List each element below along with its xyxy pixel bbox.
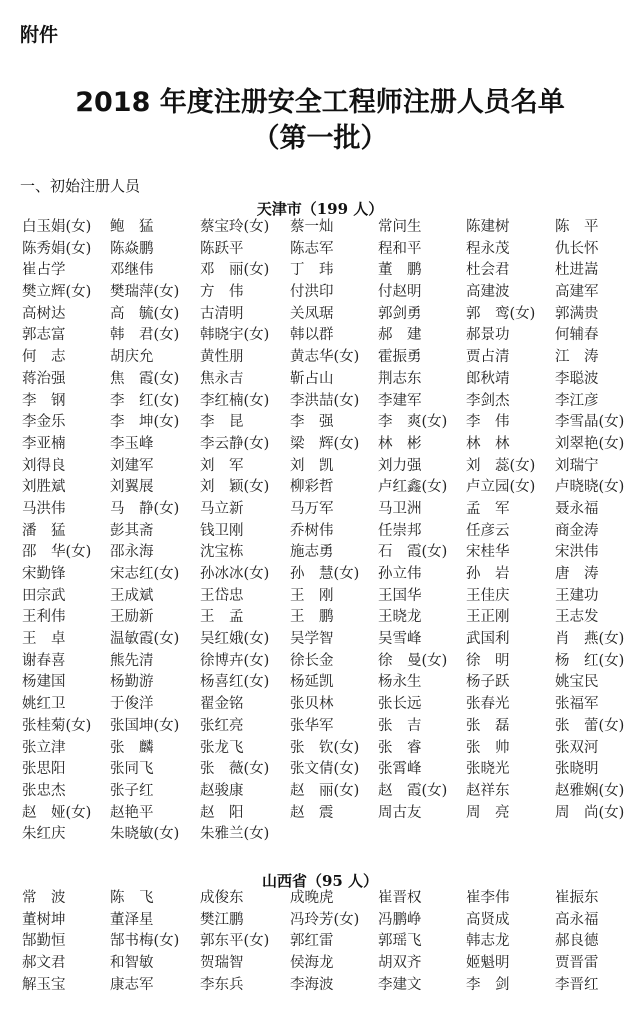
region-heading-shanxi: 山西省（95 人）	[261, 872, 379, 890]
person-name: 韩晓宇(女)	[200, 327, 270, 344]
person-name: 郭瑶飞	[378, 933, 422, 950]
person-name: 陈秀娟(女)	[22, 240, 92, 257]
person-name: 贺瑞智	[200, 955, 244, 972]
person-name: 赵雅娴(女)	[555, 782, 625, 799]
person-name: 陈焱鹏	[110, 240, 154, 257]
person-name: 贾晋雷	[555, 955, 599, 972]
person-name: 宋洪伟	[555, 544, 599, 561]
person-name: 胡庆允	[110, 349, 154, 366]
table-row	[0, 910, 640, 932]
person-name: 张忠杰	[22, 782, 66, 799]
person-name: 杨建国	[22, 674, 66, 691]
person-name: 姚红卫	[22, 696, 66, 713]
person-name: 邓 丽(女)	[200, 262, 270, 279]
person-name: 于俊洋	[110, 696, 154, 713]
person-name: 施志勇	[290, 544, 334, 561]
table-row	[0, 434, 640, 456]
person-name: 王岱忠	[200, 587, 244, 604]
table-row	[0, 586, 640, 608]
person-name: 张晓光	[466, 761, 510, 778]
person-name: 李海波	[290, 976, 334, 993]
person-name: 李建文	[378, 976, 422, 993]
person-name: 张子红	[110, 782, 154, 799]
person-name: 和智敏	[110, 955, 154, 972]
person-name: 常 波	[22, 890, 66, 906]
person-name: 邵永海	[110, 544, 154, 561]
person-name: 韩 君(女)	[110, 327, 180, 344]
person-name: 马立新	[200, 500, 244, 517]
person-name: 张立津	[22, 739, 66, 756]
person-name: 王建功	[555, 587, 599, 604]
person-name: 侯海龙	[290, 955, 334, 972]
table-row	[0, 803, 640, 825]
person-name: 郭满贵	[555, 305, 599, 322]
person-name: 石 霞(女)	[378, 544, 448, 561]
person-name: 李 红(女)	[110, 392, 180, 409]
person-name: 杨勤游	[110, 674, 154, 691]
person-name: 张文倩(女)	[290, 761, 360, 778]
person-name: 任彦云	[466, 522, 510, 539]
person-name: 田宗武	[22, 587, 66, 604]
attachment-label: 附件	[20, 24, 59, 46]
person-name: 李 强	[290, 414, 334, 431]
person-name: 马万军	[290, 500, 334, 517]
document-title: 2018 年度注册安全工程师注册人员名单	[75, 87, 565, 118]
person-name: 张 帅	[466, 739, 510, 756]
person-name: 郜勤恒	[22, 933, 66, 950]
table-row	[0, 260, 640, 282]
person-name: 李红楠(女)	[200, 392, 270, 409]
table-row	[0, 521, 640, 543]
person-name: 马 静(女)	[110, 500, 180, 517]
person-name: 姚宝民	[555, 674, 599, 691]
table-row	[0, 391, 640, 413]
name-table-shanxi	[0, 888, 640, 996]
person-name: 董 鹏	[378, 262, 422, 279]
person-name: 郝文君	[22, 955, 66, 972]
person-name: 蔡宝玲(女)	[200, 219, 270, 235]
person-name: 董泽星	[110, 911, 154, 928]
person-name: 刘 军	[200, 457, 244, 474]
person-name: 王晓龙	[378, 609, 422, 626]
person-name: 陈 飞	[110, 890, 154, 906]
person-name: 王成斌	[110, 587, 154, 604]
person-name: 李剑杰	[466, 392, 510, 409]
person-name: 付赵明	[378, 284, 422, 301]
person-name: 陈跃平	[200, 240, 244, 257]
person-name: 关凤琚	[290, 305, 334, 322]
person-name: 赵 丽(女)	[290, 782, 360, 799]
person-name: 张 麟	[110, 739, 154, 756]
person-name: 温敏霞(女)	[110, 631, 180, 648]
person-name: 李 爽(女)	[378, 414, 448, 431]
person-name: 崔晋权	[378, 890, 422, 906]
person-name: 唐 涛	[555, 566, 599, 582]
person-name: 卢红鑫(女)	[378, 479, 448, 496]
person-name: 王佳庆	[466, 587, 510, 604]
person-name: 宋志红(女)	[110, 566, 180, 582]
person-name: 焦永吉	[200, 370, 244, 387]
table-row	[0, 412, 640, 434]
person-name: 刘翼展	[110, 479, 154, 496]
person-name: 李雪晶(女)	[555, 414, 625, 431]
person-name: 赵 震	[290, 804, 334, 821]
person-name: 马卫洲	[378, 500, 422, 517]
person-name: 张桂菊(女)	[22, 717, 92, 734]
person-name: 彭其斋	[110, 522, 154, 539]
person-name: 成俊东	[200, 890, 244, 906]
person-name: 常问生	[378, 219, 422, 235]
person-name: 赵骏康	[200, 782, 244, 799]
person-name: 周 亮	[466, 804, 510, 821]
person-name: 谢春喜	[22, 652, 66, 669]
person-name: 郭红雷	[290, 933, 334, 950]
person-name: 杨子跃	[466, 674, 510, 691]
table-row	[0, 931, 640, 953]
person-name: 张贝林	[290, 696, 334, 713]
table-row	[0, 325, 640, 347]
person-name: 李 钢	[22, 392, 66, 409]
person-name: 孙立伟	[378, 566, 422, 582]
person-name: 黄性朋	[200, 349, 244, 366]
table-row	[0, 781, 640, 803]
person-name: 江 涛	[555, 349, 599, 366]
person-name: 杜会君	[466, 262, 510, 279]
person-name: 郭 鸾(女)	[466, 305, 536, 322]
person-name: 刘翠艳(女)	[555, 435, 625, 452]
person-name: 贾占清	[466, 349, 510, 366]
person-name: 马洪伟	[22, 500, 66, 517]
person-name: 吴红娥(女)	[200, 631, 270, 648]
person-name: 朱雅兰(女)	[200, 826, 270, 843]
table-row	[0, 347, 640, 369]
person-name: 姬魁明	[466, 955, 510, 972]
person-name: 赵 娅(女)	[22, 804, 92, 821]
person-name: 徐 明	[466, 652, 510, 669]
person-name: 吴雪峰	[378, 631, 422, 648]
table-row	[0, 888, 640, 910]
person-name: 郝景功	[466, 327, 510, 344]
person-name: 潘 猛	[22, 522, 66, 539]
person-name: 高 毓(女)	[110, 305, 180, 322]
person-name: 李 坤(女)	[110, 414, 180, 431]
person-name: 高永福	[555, 911, 599, 928]
table-row	[0, 239, 640, 261]
person-name: 张晓明	[555, 761, 599, 778]
person-name: 张思阳	[22, 761, 66, 778]
person-name: 杜进嵩	[555, 262, 599, 279]
person-name: 孙冰冰(女)	[200, 566, 270, 582]
person-name: 卢立园(女)	[466, 479, 536, 496]
person-name: 赵艳平	[110, 804, 154, 821]
person-name: 张 钦(女)	[290, 739, 360, 756]
person-name: 李玉峰	[110, 435, 154, 452]
table-row	[0, 672, 640, 694]
region-heading-tianjin: 天津市（199 人）	[256, 200, 384, 218]
person-name: 李亚楠	[22, 435, 66, 452]
table-row	[0, 953, 640, 975]
person-name: 高建波	[466, 284, 510, 301]
person-name: 赵 阳	[200, 804, 244, 821]
person-name: 宋勤锋	[22, 566, 66, 582]
person-name: 高贤成	[466, 911, 510, 928]
person-name: 靳占山	[290, 370, 334, 387]
person-name: 冯玲芳(女)	[290, 911, 360, 928]
person-name: 孙 慧(女)	[290, 566, 360, 582]
person-name: 柳彩哲	[290, 479, 334, 496]
person-name: 杨延凯	[290, 674, 334, 691]
person-name: 王 孟	[200, 609, 244, 626]
person-name: 李建军	[378, 392, 422, 409]
person-name: 杨永生	[378, 674, 422, 691]
person-name: 樊瑞萍(女)	[110, 284, 180, 301]
person-name: 付洪印	[290, 284, 334, 301]
person-name: 张红亮	[200, 717, 244, 734]
person-name: 李 伟	[466, 414, 510, 431]
person-name: 聂永福	[555, 500, 599, 517]
section-heading: 一、初始注册人员	[20, 177, 141, 195]
person-name: 梁 辉(女)	[290, 435, 360, 452]
table-row	[0, 564, 640, 586]
person-name: 郭志富	[22, 327, 66, 344]
table-row	[0, 651, 640, 673]
person-name: 邓继伟	[110, 262, 154, 279]
person-name: 林 彬	[378, 435, 422, 452]
person-name: 徐 曼(女)	[378, 652, 448, 669]
person-name: 张 磊	[466, 717, 510, 734]
person-name: 卢晓晓(女)	[555, 479, 625, 496]
person-name: 陈建树	[466, 219, 510, 235]
person-name: 张霄峰	[378, 761, 422, 778]
document-subtitle: （第一批）	[252, 123, 388, 154]
person-name: 解玉宝	[22, 976, 66, 993]
person-name: 蔡一灿	[290, 219, 334, 235]
table-row	[0, 629, 640, 651]
person-name: 王 刚	[290, 587, 334, 604]
person-name: 邵 华(女)	[22, 544, 92, 561]
person-name: 霍振勇	[378, 349, 422, 366]
person-name: 刘得良	[22, 457, 66, 474]
name-table-tianjin	[0, 217, 640, 846]
person-name: 王国华	[378, 587, 422, 604]
table-row	[0, 738, 640, 760]
person-name: 荆志东	[378, 370, 422, 387]
person-name: 乔树伟	[290, 522, 334, 539]
person-name: 肖 燕(女)	[555, 631, 625, 648]
person-name: 刘建军	[110, 457, 154, 474]
person-name: 崔李伟	[466, 890, 510, 906]
table-row	[0, 694, 640, 716]
person-name: 钱卫刚	[200, 522, 244, 539]
person-name: 周古友	[378, 804, 422, 821]
table-row	[0, 542, 640, 564]
person-name: 何辅春	[555, 327, 599, 344]
table-row	[0, 456, 640, 478]
person-name: 张同飞	[110, 761, 154, 778]
person-name: 周 尚(女)	[555, 804, 625, 821]
person-name: 高树达	[22, 305, 66, 322]
person-name: 樊江鹏	[200, 911, 244, 928]
person-name: 杨喜红(女)	[200, 674, 270, 691]
person-name: 焦 霞(女)	[110, 370, 180, 387]
person-name: 赵 霞(女)	[378, 782, 448, 799]
person-name: 仇长怀	[555, 240, 599, 257]
person-name: 方 伟	[200, 284, 244, 301]
person-name: 朱红庆	[22, 826, 66, 843]
table-row	[0, 975, 640, 997]
person-name: 崔振东	[555, 890, 599, 906]
person-name: 李洪喆(女)	[290, 392, 360, 409]
person-name: 张长远	[378, 696, 422, 713]
person-name: 李东兵	[200, 976, 244, 993]
person-name: 成晚虎	[290, 890, 334, 906]
person-name: 张福军	[555, 696, 599, 713]
person-name: 张 睿	[378, 739, 422, 756]
person-name: 何 志	[22, 349, 66, 366]
person-name: 程永茂	[466, 240, 510, 257]
person-name: 张国坤(女)	[110, 717, 180, 734]
person-name: 张 薇(女)	[200, 761, 270, 778]
person-name: 张龙飞	[200, 739, 244, 756]
table-row	[0, 477, 640, 499]
person-name: 郜书梅(女)	[110, 933, 180, 950]
person-name: 崔占学	[22, 262, 66, 279]
person-name: 郭东平(女)	[200, 933, 270, 950]
person-name: 韩志龙	[466, 933, 510, 950]
person-name: 郝 建	[378, 327, 422, 344]
person-name: 胡双齐	[378, 955, 422, 972]
person-name: 陈志军	[290, 240, 334, 257]
person-name: 樊立辉(女)	[22, 284, 92, 301]
person-name: 刘力强	[378, 457, 422, 474]
person-name: 康志军	[110, 976, 154, 993]
person-name: 赵祥东	[466, 782, 510, 799]
table-row	[0, 282, 640, 304]
person-name: 李云静(女)	[200, 435, 270, 452]
person-name: 李 剑	[466, 976, 510, 993]
person-name: 宋桂华	[466, 544, 510, 561]
person-name: 黄志华(女)	[290, 349, 360, 366]
person-name: 古清明	[200, 305, 244, 322]
person-name: 丁 玮	[290, 262, 334, 279]
person-name: 韩以群	[290, 327, 334, 344]
table-row	[0, 759, 640, 781]
person-name: 刘 凯	[290, 457, 334, 474]
person-name: 商金涛	[555, 522, 599, 539]
person-name: 李 昆	[200, 414, 244, 431]
person-name: 徐博卉(女)	[200, 652, 270, 669]
person-name: 武国利	[466, 631, 510, 648]
person-name: 孟 军	[466, 500, 510, 517]
person-name: 沈宝栋	[200, 544, 244, 561]
person-name: 翟金铭	[200, 696, 244, 713]
person-name: 王 卓	[22, 631, 66, 648]
person-name: 李江彦	[555, 392, 599, 409]
person-name: 董树坤	[22, 911, 66, 928]
person-name: 刘 颖(女)	[200, 479, 270, 496]
person-name: 徐长金	[290, 652, 334, 669]
table-row	[0, 217, 640, 239]
person-name: 郭剑勇	[378, 305, 422, 322]
person-name: 李金乐	[22, 414, 66, 431]
person-name: 程和平	[378, 240, 422, 257]
table-row	[0, 824, 640, 846]
person-name: 鲍 猛	[110, 219, 154, 235]
table-row	[0, 607, 640, 629]
person-name: 陈 平	[555, 219, 599, 235]
person-name: 张华军	[290, 717, 334, 734]
person-name: 任崇邦	[378, 522, 422, 539]
person-name: 白玉娟(女)	[22, 219, 92, 235]
person-name: 张双河	[555, 739, 599, 756]
table-row	[0, 716, 640, 738]
person-name: 熊先清	[110, 652, 154, 669]
person-name: 刘瑞宁	[555, 457, 599, 474]
person-name: 朱晓敏(女)	[110, 826, 180, 843]
person-name: 郝良德	[555, 933, 599, 950]
table-row	[0, 499, 640, 521]
person-name: 高建军	[555, 284, 599, 301]
person-name: 刘 蕊(女)	[466, 457, 536, 474]
table-row	[0, 304, 640, 326]
person-name: 蒋治强	[22, 370, 66, 387]
person-name: 刘胜斌	[22, 479, 66, 496]
person-name: 李聪波	[555, 370, 599, 387]
person-name: 杨 红(女)	[555, 652, 625, 669]
person-name: 吴学智	[290, 631, 334, 648]
table-row	[0, 369, 640, 391]
person-name: 张 吉	[378, 717, 422, 734]
person-name: 李晋红	[555, 976, 599, 993]
person-name: 冯鹏峥	[378, 911, 422, 928]
person-name: 林 林	[466, 435, 510, 452]
person-name: 王利伟	[22, 609, 66, 626]
person-name: 张 蕾(女)	[555, 717, 625, 734]
person-name: 王 鹏	[290, 609, 334, 626]
person-name: 王志发	[555, 609, 599, 626]
person-name: 王励新	[110, 609, 154, 626]
person-name: 郎秋靖	[466, 370, 510, 387]
person-name: 王正刚	[466, 609, 510, 626]
person-name: 张春光	[466, 696, 510, 713]
person-name: 孙 岩	[466, 566, 510, 582]
